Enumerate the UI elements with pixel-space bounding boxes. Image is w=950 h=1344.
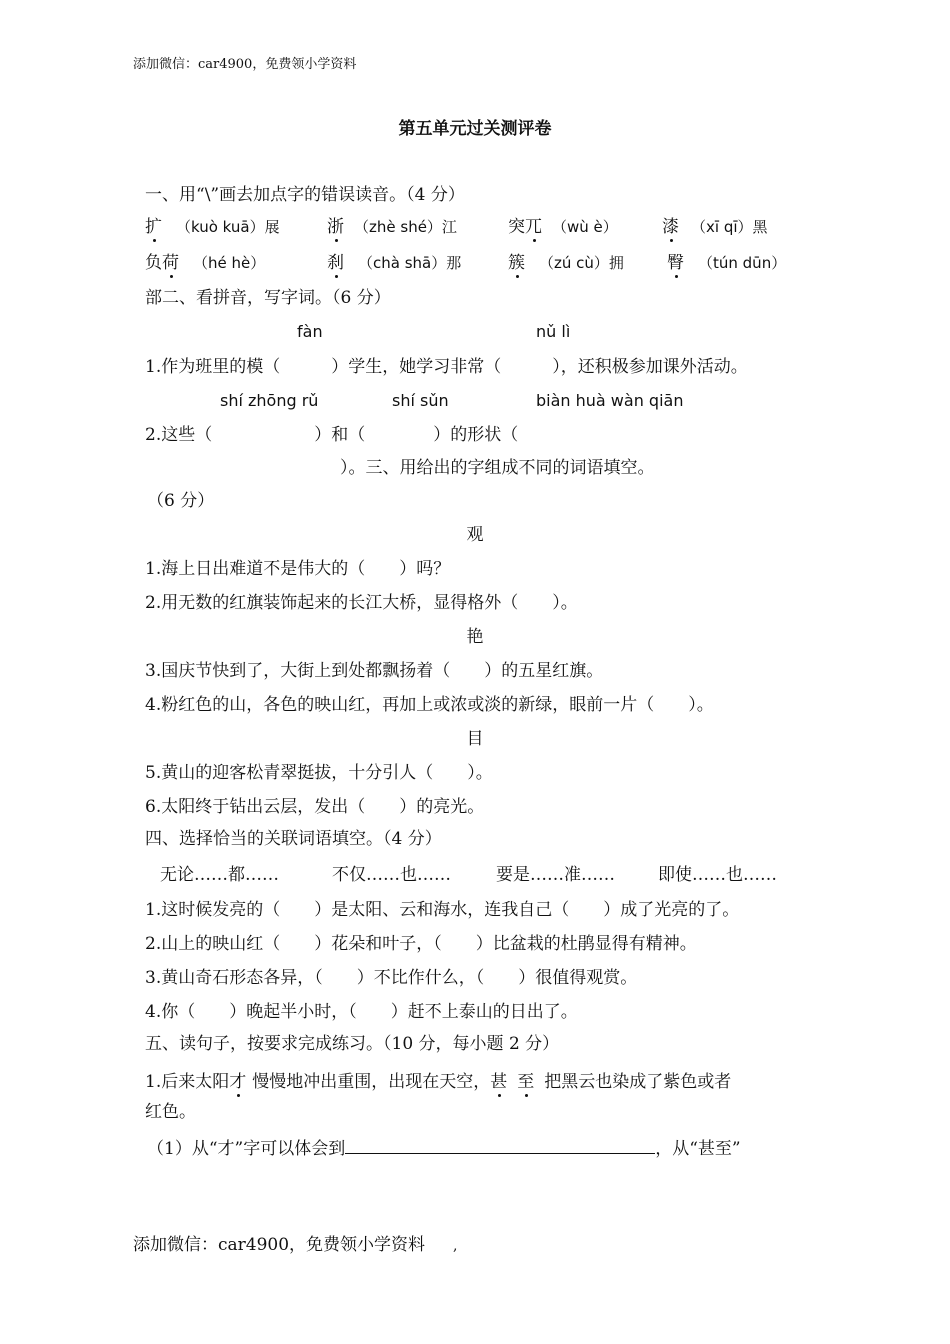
group-char-guan: 观 [466,525,484,545]
conjunction-option: 要是……准…… [496,865,615,885]
pinyin-fan: fàn [297,322,323,341]
dotted-char: 甚 [490,1072,508,1092]
s4-item-4: 4.你（ ）晚起半小时，（ ）赶不上泰山的日出了。 [145,1002,578,1022]
section-4-heading: 四、选择恰当的关联词语填空。（4 分） [145,829,442,849]
s1-row1-item-1 [145,216,280,238]
s3-item-5: 5.黄山的迎客松青翠挺拔，十分引人（ ）。 [145,763,493,783]
pinyin-bianhuawanqian: biàn huà wàn qiān [536,391,684,410]
plain-char: 突 [508,217,525,237]
page-title: 第五单元过关测评卷 [398,119,552,139]
s3-item-6: 6.太阳终于钻出云层，发出（ ）的亮光。 [145,797,485,817]
pinyin-options: （kuò kuā）展 [176,218,280,236]
s1-row1-item-2 [327,216,457,238]
header-watermark: 添加微信：car4900，免费领小学资料 [133,57,357,72]
sub-question-text: （1）从“才”字可以体会到 [147,1139,346,1159]
footer-watermark [133,1234,458,1257]
s3-item-2: 2.用无数的红旗装饰起来的长江大桥，显得格外（ ）。 [145,593,578,613]
dotted-char: 浙 [327,217,344,237]
s2-question-2-part-b: ）。三、用给出的字组成不同的词语填空。 [340,458,655,478]
sentence-text: 把黑云也染成了紫色或者 [544,1072,732,1092]
group-char-yan: 艳 [466,627,484,647]
pinyin-options: （zú cù）拥 [539,254,624,272]
dotted-char: 至 [517,1072,535,1092]
pinyin-options: （xī qī）黑 [691,218,768,236]
s5-sentence-line-1 [145,1071,731,1093]
section-3-score: （6 分） [147,491,215,511]
section-1-heading: 一、用“\”画去加点字的错误读音。（4 分） [145,185,465,205]
s4-item-1: 1.这时候发亮的（ ）是太阳、云和海水，连我自己（ ）成了光亮的了。 [145,900,740,920]
dotted-char: 扩 [145,217,162,237]
s4-item-3: 3.黄山奇石形态各异，（ ）不比作什么，（ ）很值得观赏。 [145,968,638,988]
footer-dot: , [453,1238,458,1254]
conjunction-option: 不仅……也…… [332,865,451,885]
s5-sentence-line-2: 红色。 [145,1102,196,1122]
s1-row2-item-2 [327,252,461,274]
dotted-char: 才 [229,1072,247,1092]
dotted-char: 刹 [327,253,344,273]
answer-blank[interactable] [345,1137,655,1154]
conjunction-option: 即使……也…… [658,865,777,885]
s1-row2-item-3 [508,252,624,274]
pinyin-options: （hé hè） [193,254,266,272]
section-5-heading: 五、读句子，按要求完成练习。（10 分，每小题 2 分） [145,1034,560,1054]
group-char-mu: 目 [466,729,484,749]
pinyin-shizhongru: shí zhōng rǔ [220,391,319,410]
sub-question-text: ，从“甚至” [655,1139,741,1159]
s2-question-2-part-a: 2.这些（ ）和（ ）的形状（ [145,425,519,445]
pinyin-shisun: shí sǔn [392,391,449,410]
s5-sub-question-1 [147,1137,741,1160]
pinyin-options: （zhè shé）江 [354,218,457,236]
s1-row2-item-1 [145,252,265,274]
plain-char: 负 [145,253,162,273]
dotted-char: 荷 [162,253,179,273]
s1-row1-item-4 [662,216,768,238]
dotted-char: 兀 [525,217,542,237]
dotted-char: 臀 [667,253,684,273]
dotted-char: 簇 [508,253,525,273]
pinyin-options: （wù è） [552,218,618,236]
s3-item-3: 3.国庆节快到了，大街上到处都飘扬着（ ）的五星红旗。 [145,661,604,681]
s3-item-4: 4.粉红色的山，各色的映山红，再加上或浓或淡的新绿，眼前一片（ ）。 [145,695,714,715]
section-2-heading: 部二、看拼音，写字词。（6 分） [145,288,391,308]
pinyin-nuli: nǔ lì [536,322,571,341]
dotted-char: 漆 [662,217,679,237]
footer-text: 添加微信：car4900，免费领小学资料 [133,1235,426,1255]
sentence-text: 1.后来太阳 [145,1072,230,1092]
conjunction-option: 无论……都…… [160,865,279,885]
pinyin-options: （tún dūn） [698,254,787,272]
sentence-text: 慢慢地冲出重围，出现在天空， [252,1072,491,1092]
s4-item-2: 2.山上的映山红（ ）花朵和叶子，（ ）比盆栽的杜鹃显得有精神。 [145,934,697,954]
s1-row1-item-3 [508,216,618,238]
s3-item-1: 1.海上日出难道不是伟大的（ ）吗？ [145,559,451,579]
s2-question-1: 1.作为班里的模（ ）学生，她学习非常（ ），还积极参加课外活动。 [145,357,748,377]
s1-row2-item-4 [667,252,786,274]
pinyin-options: （chà shā）那 [358,254,462,272]
